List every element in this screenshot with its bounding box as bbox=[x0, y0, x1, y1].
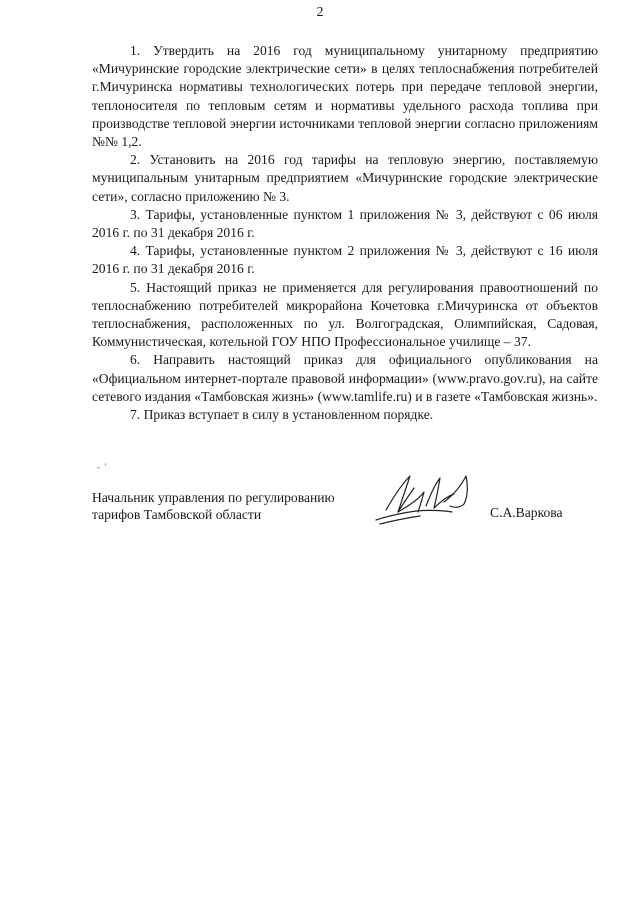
signatory-title-line-1: Начальник управления по регулированию bbox=[92, 490, 335, 505]
page-number: 2 bbox=[316, 5, 324, 20]
signatory-name: С.А.Варкова bbox=[490, 505, 563, 520]
paragraph-4: 4. Тарифы, установленные пунктом 2 приложения № 3, действуют с 16 июля 2016 г. по 31 декабря 2016 г. bbox=[92, 243, 598, 277]
paragraph-2: 2. Установить на 2016 год тарифы на тепловую энергию, поставляемую муниципальным унитарным предприятием «Мичуринские городские электрические сети», согласно приложению № 3. bbox=[92, 152, 598, 204]
signatory-title bbox=[92, 489, 392, 523]
paragraph-3: 3. Тарифы, установленные пунктом 1 приложения № 3, действуют с 06 июля 2016 г. по 31 декабря 2016 г. bbox=[92, 206, 598, 241]
paragraph-7: 7. Приказ вступает в силу в установленном порядке. bbox=[130, 407, 434, 423]
paragraph-1: 1. Утвердить на 2016 год муниципальному унитарному предприятию «Мичуринские городские электрические сети» в целях теплоснабжения потребителей г.Мичуринска нормативы технологических потерь при передаче тепловой энергии, теплоносителя по тепловым сетям и нормативы удельного расхода топлива при производстве тепловой энергии источниками тепловой энергии согласно приложениям №№ 1,2. bbox=[92, 43, 598, 150]
handwritten-signature bbox=[368, 466, 488, 532]
order-body bbox=[92, 42, 598, 424]
paragraph-6: 6. Направить настоящий приказ для официального опубликования на «Официальном интернет-портале правовой информации» (www.pravo.gov.ru), на сайте сетевого издания «Тамбовская жизнь» (www.tamlife.ru) и в газете «Тамбовская жизнь». bbox=[92, 352, 598, 404]
paragraph-5: 5. Настоящий приказ не применяется для регулирования правоотношений по теплоснабжению потребителей микрорайона Кочетовка г.Мичуринска от объектов теплоснабжения, расположенных по ул. Волгоградская, Олимпийская, Садовая, Коммунистическая, котельной ГОУ НПО Профессиональное училище – 37. bbox=[92, 279, 598, 350]
stray-mark: - ' bbox=[97, 462, 107, 472]
signatory-title-line-2: тарифов Тамбовской области bbox=[92, 507, 262, 522]
